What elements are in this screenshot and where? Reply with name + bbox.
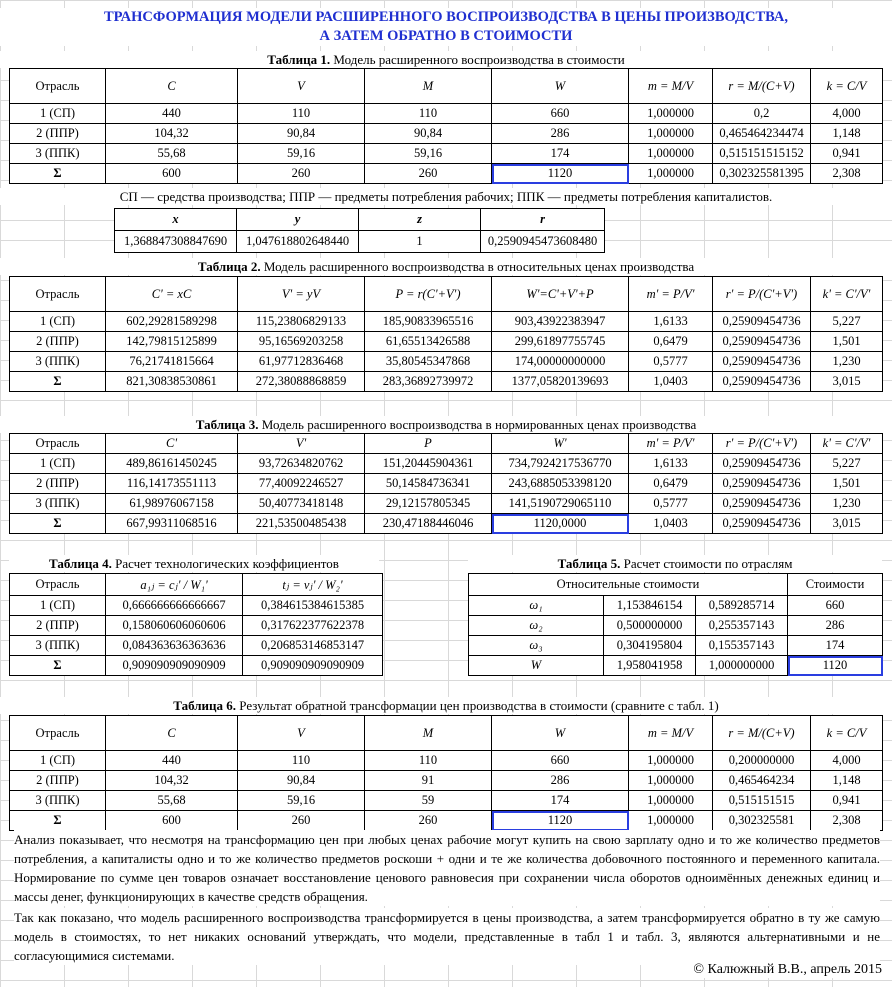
t3-header-6: r' = P/(C'+V') <box>713 434 811 454</box>
t4-cell: 0,384615384615385 <box>243 596 383 616</box>
t2-header-5: m' = P/V' <box>629 277 713 312</box>
t6-cell: 90,84 <box>238 771 365 791</box>
t1-cell: 1120 <box>492 164 629 184</box>
t3-header-1: C' <box>106 434 238 454</box>
t3-cell: 1,501 <box>811 474 883 494</box>
analysis-paragraph: Анализ показывает, что несмотря на трансформацию цен при любых ценах рабочие могут купить на свою зарплату одно и то же количество предметов потребления, а капиталисты одно и то же количество предметов роскоши + одни и те же количества добовочного постоянного и переменного капитала. Нормирование по сумме цен товаров означает восстановление ценового равновесия при сохранении числа оборотов одноимённых денежных единиц и массы денег, функционирующих в качестве средств обращения. <box>14 832 880 904</box>
t4-cell: 0,909090909090909 <box>106 656 243 676</box>
t5-cell: 174 <box>788 636 883 656</box>
xyz-table <box>114 208 605 253</box>
t1-cell: 1,000000 <box>629 144 713 164</box>
t1-cell: 2 (ППР) <box>10 124 106 144</box>
t1-cell: 0,302325581395 <box>713 164 811 184</box>
t5-cell: 1120 <box>788 656 883 676</box>
t3-cell: 2 (ППР) <box>10 474 106 494</box>
t4-cell: 0,206853146853147 <box>243 636 383 656</box>
table2-label: Таблица 2. <box>197 259 261 274</box>
t2-cell: 185,90833965516 <box>365 312 492 332</box>
t6-cell: 260 <box>365 811 492 831</box>
t6-header-5: m = M/V <box>629 716 713 751</box>
t6-cell: 660 <box>492 751 629 771</box>
t3-cell: 0,5777 <box>629 494 713 514</box>
t3-cell: 3,015 <box>811 514 883 534</box>
t5-cell: 0,304195804 <box>604 636 696 656</box>
t1-header-2: V <box>238 69 365 104</box>
table2-caption <box>0 258 892 275</box>
t1-cell: 55,68 <box>106 144 238 164</box>
t6-cell: 260 <box>238 811 365 831</box>
t1-cell: 0,465464234474 <box>713 124 811 144</box>
t3-cell: 230,47188446046 <box>365 514 492 534</box>
t6-cell: 0,515151515 <box>713 791 811 811</box>
t6-cell: 1,000000 <box>629 811 713 831</box>
table6-caption-text: Результат обратной трансформации цен производства в стоимости (сравните с табл. 1) <box>236 698 719 713</box>
t1-cell: 1,148 <box>811 124 883 144</box>
t4-cell: 3 (ППК) <box>10 636 106 656</box>
t6-cell: 1120 <box>492 811 629 831</box>
t1-cell: 110 <box>238 104 365 124</box>
t1-cell: 1,000000 <box>629 164 713 184</box>
t2-cell: 5,227 <box>811 312 883 332</box>
t3-cell: 1,230 <box>811 494 883 514</box>
t6-cell: 1,000000 <box>629 751 713 771</box>
t3-header-4: W' <box>492 434 629 454</box>
t4-cell: Σ <box>10 656 106 676</box>
t3-header-0: Отрасль <box>10 434 106 454</box>
t6-cell: 1,000000 <box>629 771 713 791</box>
t6-cell: 1,148 <box>811 771 883 791</box>
t3-cell: 141,5190729065110 <box>492 494 629 514</box>
t1-cell: 104,32 <box>106 124 238 144</box>
y-header: y <box>237 209 359 231</box>
t4-header-sector: Отрасль <box>10 574 106 596</box>
table-row <box>10 312 883 332</box>
table4-caption <box>9 555 379 572</box>
t2-cell: 174,00000000000 <box>492 352 629 372</box>
t2-cell: Σ <box>10 372 106 392</box>
t2-cell: 1377,05820139693 <box>492 372 629 392</box>
table-row <box>10 636 383 656</box>
t6-cell: 440 <box>106 751 238 771</box>
t2-cell: 0,5777 <box>629 352 713 372</box>
t3-cell: 151,20445904361 <box>365 454 492 474</box>
t5-cell: 0,255357143 <box>696 616 788 636</box>
t6-cell: 0,302325581 <box>713 811 811 831</box>
t2-cell: 1,230 <box>811 352 883 372</box>
t2-cell: 821,30838530861 <box>106 372 238 392</box>
t6-cell: 0,941 <box>811 791 883 811</box>
t3-cell: 1120,0000 <box>492 514 629 534</box>
t6-cell: 104,32 <box>106 771 238 791</box>
t1-cell: 90,84 <box>365 124 492 144</box>
t3-cell: 116,14173551113 <box>106 474 238 494</box>
t4-cell: 0,317622377622378 <box>243 616 383 636</box>
table-row <box>10 124 883 144</box>
table-row <box>469 596 883 616</box>
t3-cell: 243,6885053398120 <box>492 474 629 494</box>
t4-body <box>10 596 383 676</box>
table4-label: Таблица 4. <box>49 556 112 571</box>
t2-header-4: W'=C'+V'+P <box>492 277 629 312</box>
t6-header-4: W <box>492 716 629 751</box>
t5-cell: ω₃ <box>469 636 604 656</box>
t3-cell: 1,0403 <box>629 514 713 534</box>
table4-caption-text: Расчет технологических коэффициентов <box>111 556 339 571</box>
t2-cell: 272,38088868859 <box>238 372 365 392</box>
table-row <box>10 454 883 474</box>
t6-header-1: C <box>106 716 238 751</box>
title-line-1: ТРАНСФОРМАЦИЯ МОДЕЛИ РАСШИРЕННОГО ВОСПРОИЗВОДСТВА В ЦЕНЫ ПРОИЗВОДСТВА, <box>103 9 789 25</box>
t6-cell: 600 <box>106 811 238 831</box>
table-row <box>469 616 883 636</box>
t1-cell: 1 (СП) <box>10 104 106 124</box>
t6-cell: 59,16 <box>238 791 365 811</box>
t3-cell: 93,72634820762 <box>238 454 365 474</box>
t3-cell: 50,40773418148 <box>238 494 365 514</box>
table1-caption-text: Модель расширенного воспроизводства в стоимости <box>330 52 625 67</box>
t2-cell: 95,16569203258 <box>238 332 365 352</box>
t2-header-1: C' = xC <box>106 277 238 312</box>
table6 <box>9 715 883 831</box>
t6-cell: 110 <box>238 751 365 771</box>
t6-cell: 0,200000000 <box>713 751 811 771</box>
t2-cell: 3 (ППК) <box>10 352 106 372</box>
t3-cell: 5,227 <box>811 454 883 474</box>
t4-cell: 2 (ППР) <box>10 616 106 636</box>
t2-cell: 115,23806829133 <box>238 312 365 332</box>
t3-cell: 61,98976067158 <box>106 494 238 514</box>
t1-cell: 90,84 <box>238 124 365 144</box>
t2-cell: 1 (СП) <box>10 312 106 332</box>
t1-header-4: W <box>492 69 629 104</box>
t2-cell: 299,61897755745 <box>492 332 629 352</box>
t1-cell: 260 <box>365 164 492 184</box>
t3-header-2: V' <box>238 434 365 454</box>
table-row <box>10 144 883 164</box>
table4 <box>9 573 383 676</box>
table5-label: Таблица 5. <box>557 556 621 571</box>
copyright: © Калюжный В.В., апрель 2015 <box>693 962 882 977</box>
t3-cell: 29,12157805345 <box>365 494 492 514</box>
t3-header-5: m' = P/V' <box>629 434 713 454</box>
table-row <box>10 104 883 124</box>
t1-cell: 0,941 <box>811 144 883 164</box>
t1-cell: 260 <box>238 164 365 184</box>
t1-cell: Σ <box>10 164 106 184</box>
t4-cell: 0,666666666666667 <box>106 596 243 616</box>
t4-header-a: a₁ⱼ = cⱼ' / W₁' <box>106 574 243 596</box>
table-row <box>10 514 883 534</box>
t6-cell: 1,000000 <box>629 791 713 811</box>
t2-cell: 61,97712836468 <box>238 352 365 372</box>
t5-cell: 1,153846154 <box>604 596 696 616</box>
t3-cell: 77,40092246527 <box>238 474 365 494</box>
t2-cell: 1,6133 <box>629 312 713 332</box>
title-line-2: А ЗАТЕМ ОБРАТНО В СТОИМОСТИ <box>319 28 573 44</box>
t6-header-0: Отрасль <box>10 716 106 751</box>
t1-cell: 1,000000 <box>629 104 713 124</box>
t6-cell: 2,308 <box>811 811 883 831</box>
t1-header-0: Отрасль <box>10 69 106 104</box>
t3-cell: 0,25909454736 <box>713 494 811 514</box>
t6-cell: 286 <box>492 771 629 791</box>
table3-caption-text: Модель расширенного воспроизводства в нормированных ценах производства <box>258 417 697 432</box>
t1-cell: 174 <box>492 144 629 164</box>
t1-header-5: m = M/V <box>629 69 713 104</box>
table2-caption-text: Модель расширенного воспроизводства в относительных ценах производства <box>260 259 695 274</box>
t6-cell: 3 (ППК) <box>10 791 106 811</box>
t4-cell: 0,158060606060606 <box>106 616 243 636</box>
t3-cell: 489,86161450245 <box>106 454 238 474</box>
t5-cell: W <box>469 656 604 676</box>
t3-cell: 221,53500485438 <box>238 514 365 534</box>
t2-cell: 35,80545347868 <box>365 352 492 372</box>
table2 <box>9 276 883 392</box>
t1-cell: 1,000000 <box>629 124 713 144</box>
t1-cell: 0,515151515152 <box>713 144 811 164</box>
legend-text: СП — средства производства; ППР — предметы потребления рабочих; ППК — предметы потребления капиталистов. <box>0 188 892 205</box>
table-row <box>10 372 883 392</box>
t2-cell: 0,6479 <box>629 332 713 352</box>
t2-cell: 602,29281589298 <box>106 312 238 332</box>
t6-cell: 1 (СП) <box>10 751 106 771</box>
z-value: 1 <box>359 231 481 253</box>
t4-cell: 1 (СП) <box>10 596 106 616</box>
t1-cell: 660 <box>492 104 629 124</box>
t2-cell: 2 (ППР) <box>10 332 106 352</box>
t3-header-3: P <box>365 434 492 454</box>
t4-header-t: tⱼ = vⱼ' / W₂' <box>243 574 383 596</box>
r-header: r <box>481 209 605 231</box>
t2-cell: 903,43922383947 <box>492 312 629 332</box>
t1-cell: 286 <box>492 124 629 144</box>
t3-cell: 0,25909454736 <box>713 514 811 534</box>
table-row <box>10 656 383 676</box>
table-row <box>10 771 883 791</box>
t2-cell: 1,0403 <box>629 372 713 392</box>
table6-caption <box>0 697 892 714</box>
table3-caption <box>0 416 892 433</box>
t1-cell: 59,16 <box>238 144 365 164</box>
t4-cell: 0,909090909090909 <box>243 656 383 676</box>
t6-header-6: r = M/(C+V) <box>713 716 811 751</box>
t6-header-7: k = C/V <box>811 716 883 751</box>
t6-header-2: V <box>238 716 365 751</box>
t1-cell: 0,2 <box>713 104 811 124</box>
t6-cell: 59 <box>365 791 492 811</box>
t5-header-relative: Относительные стоимости <box>469 574 788 596</box>
t1-header-6: r = M/(C+V) <box>713 69 811 104</box>
t1-cell: 600 <box>106 164 238 184</box>
t3-cell: 0,6479 <box>629 474 713 494</box>
t6-header-3: M <box>365 716 492 751</box>
t2-header-6: r' = P/(C'+V') <box>713 277 811 312</box>
table1-caption <box>0 51 892 68</box>
t3-cell: 1 (СП) <box>10 454 106 474</box>
table3 <box>9 433 883 534</box>
t5-header-values: Стоимости <box>788 574 883 596</box>
t5-cell: 286 <box>788 616 883 636</box>
table-row <box>10 596 383 616</box>
table-row <box>469 636 883 656</box>
t1-header-1: C <box>106 69 238 104</box>
t1-header-7: k = C/V <box>811 69 883 104</box>
z-header: z <box>359 209 481 231</box>
t6-cell: 55,68 <box>106 791 238 811</box>
table5 <box>468 573 883 676</box>
table1 <box>9 68 883 184</box>
t2-cell: 1,501 <box>811 332 883 352</box>
t3-cell: 0,25909454736 <box>713 454 811 474</box>
t6-cell: 2 (ППР) <box>10 771 106 791</box>
t3-cell: Σ <box>10 514 106 534</box>
t6-cell: 174 <box>492 791 629 811</box>
t5-cell: ω₂ <box>469 616 604 636</box>
t5-cell: 1,000000000 <box>696 656 788 676</box>
table-row <box>10 474 883 494</box>
t3-cell: 734,7924217536770 <box>492 454 629 474</box>
t2-cell: 142,79815125899 <box>106 332 238 352</box>
t6-cell: 91 <box>365 771 492 791</box>
t6-cell: 110 <box>365 751 492 771</box>
t2-header-3: P = r(C'+V') <box>365 277 492 312</box>
t5-body <box>469 596 883 676</box>
t6-cell: 4,000 <box>811 751 883 771</box>
table-row <box>10 616 383 636</box>
y-value: 1,047618802648440 <box>237 231 359 253</box>
t2-header-2: V' = yV <box>238 277 365 312</box>
t2-cell: 0,25909454736 <box>713 332 811 352</box>
t3-cell: 1,6133 <box>629 454 713 474</box>
t2-header-7: k' = C'/V' <box>811 277 883 312</box>
t4-cell: 0,084363636363636 <box>106 636 243 656</box>
table5-caption <box>468 555 882 572</box>
t3-cell: 0,25909454736 <box>713 474 811 494</box>
r-value: 0,2590945473608480 <box>481 231 605 253</box>
x-value: 1,368847308847690 <box>115 231 237 253</box>
t2-cell: 0,25909454736 <box>713 372 811 392</box>
table3-label: Таблица 3. <box>195 417 259 432</box>
t1-cell: 110 <box>365 104 492 124</box>
t1-cell: 4,000 <box>811 104 883 124</box>
t1-cell: 440 <box>106 104 238 124</box>
t1-header-3: M <box>365 69 492 104</box>
t5-cell: 0,500000000 <box>604 616 696 636</box>
t2-header-0: Отрасль <box>10 277 106 312</box>
t1-cell: 59,16 <box>365 144 492 164</box>
table-row <box>10 811 883 831</box>
table-row <box>10 332 883 352</box>
table-row <box>469 656 883 676</box>
t2-cell: 0,25909454736 <box>713 312 811 332</box>
t6-cell: 0,465464234 <box>713 771 811 791</box>
t1-cell: 2,308 <box>811 164 883 184</box>
table-row <box>10 164 883 184</box>
t5-cell: 0,589285714 <box>696 596 788 616</box>
table-row <box>10 352 883 372</box>
t2-cell: 283,36892739972 <box>365 372 492 392</box>
t2-cell: 76,21741815664 <box>106 352 238 372</box>
t2-cell: 0,25909454736 <box>713 352 811 372</box>
table-row <box>10 494 883 514</box>
t3-cell: 3 (ППК) <box>10 494 106 514</box>
t5-cell: 1,958041958 <box>604 656 696 676</box>
conclusion-paragraph: Так как показано, что модель расширенного воспроизводства трансформируется в цены производства, а затем трансформируется обратно в ту же самую модель в стоимостях, то нет никаких оснований утверждать, что модели, представленные в табл 1 и табл. 3, являются альтернативными и не согласующимися системами. <box>14 910 880 963</box>
t2-cell: 3,015 <box>811 372 883 392</box>
t5-cell: ω₁ <box>469 596 604 616</box>
t2-cell: 61,65513426588 <box>365 332 492 352</box>
table-row <box>10 751 883 771</box>
table1-label: Таблица 1. <box>267 52 331 67</box>
page-title <box>0 8 892 46</box>
t3-header-7: k' = C'/V' <box>811 434 883 454</box>
t6-cell: Σ <box>10 811 106 831</box>
t3-cell: 667,99311068516 <box>106 514 238 534</box>
table-row <box>10 791 883 811</box>
t3-cell: 50,14584736341 <box>365 474 492 494</box>
t5-cell: 660 <box>788 596 883 616</box>
t1-cell: 3 (ППК) <box>10 144 106 164</box>
table6-label: Таблица 6. <box>173 698 237 713</box>
t5-cell: 0,155357143 <box>696 636 788 656</box>
table5-caption-text: Расчет стоимости по отраслям <box>620 556 793 571</box>
x-header: x <box>115 209 237 231</box>
